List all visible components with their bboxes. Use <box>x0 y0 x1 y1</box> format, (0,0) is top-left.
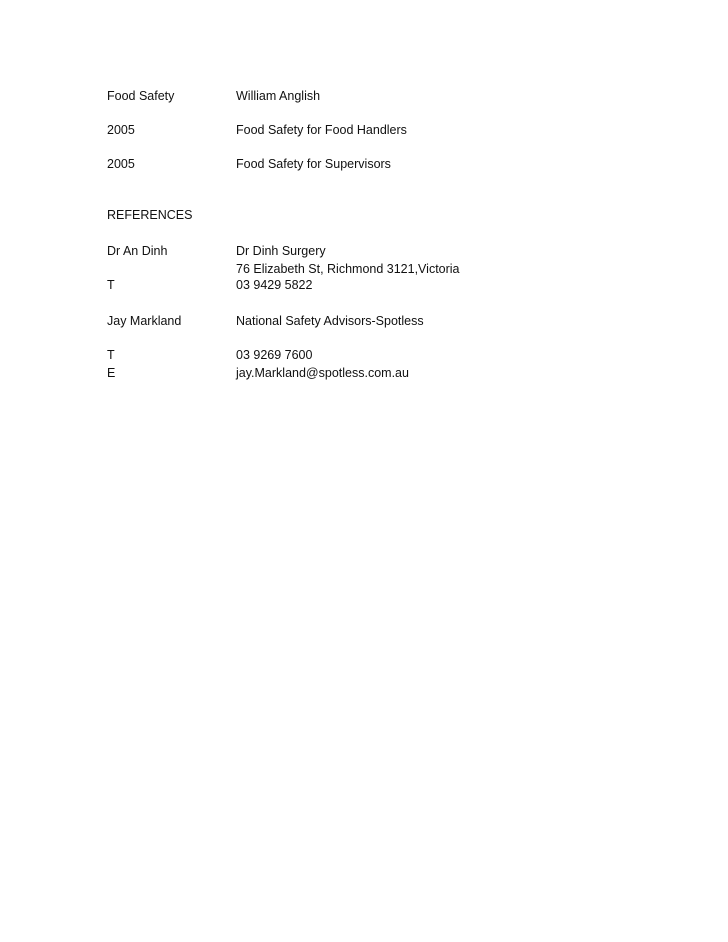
reference-email-label: E <box>107 366 116 380</box>
reference-name: Jay Markland <box>107 314 182 328</box>
reference-address: 76 Elizabeth St, Richmond 3121,Victoria <box>236 262 460 276</box>
reference-row <box>107 346 627 364</box>
reference-row <box>107 364 627 382</box>
training-year: 2005 <box>107 123 135 137</box>
reference-practice: Dr Dinh Surgery <box>236 244 326 258</box>
reference-email: jay.Markland@spotless.com.au <box>236 366 409 380</box>
reference-phone-label: T <box>107 278 115 292</box>
reference-row <box>107 276 627 294</box>
training-row <box>107 87 627 105</box>
references-heading-row <box>107 206 627 224</box>
training-label: Food Safety <box>107 89 175 103</box>
training-year: 2005 <box>107 157 135 171</box>
references-heading: REFERENCES <box>107 208 193 222</box>
training-value: William Anglish <box>236 89 321 103</box>
reference-row <box>107 312 627 330</box>
training-course: Food Safety for Supervisors <box>236 157 391 171</box>
training-course: Food Safety for Food Handlers <box>236 123 407 137</box>
reference-company: National Safety Advisors-Spotless <box>236 314 424 328</box>
reference-phone-label: T <box>107 348 115 362</box>
training-row <box>107 155 627 173</box>
reference-row <box>107 242 627 260</box>
reference-phone: 03 9269 7600 <box>236 348 313 362</box>
reference-phone: 03 9429 5822 <box>236 278 313 292</box>
reference-name: Dr An Dinh <box>107 244 168 258</box>
training-row <box>107 121 627 139</box>
